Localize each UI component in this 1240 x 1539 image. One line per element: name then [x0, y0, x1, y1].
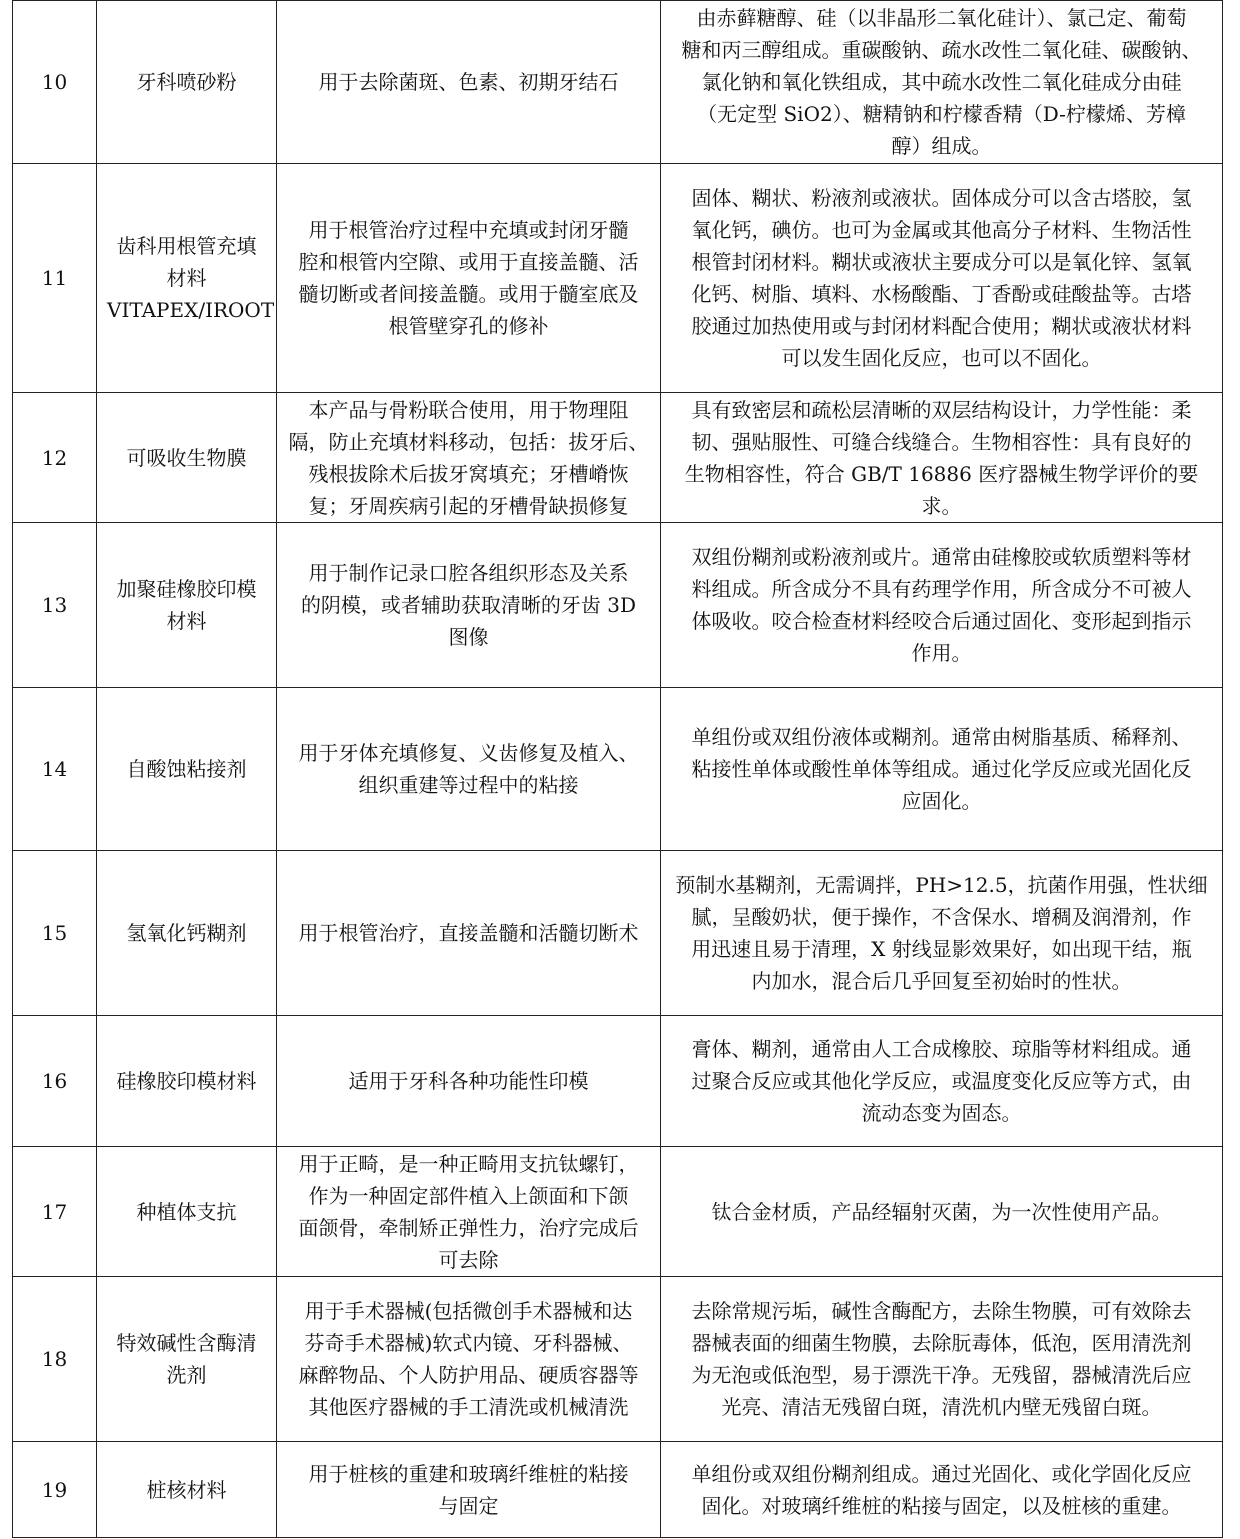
intended-use: 用于去除菌斑、色素、初期牙结石	[277, 1, 661, 164]
product-name: 可吸收生物膜	[97, 393, 277, 523]
table-row	[13, 164, 1223, 393]
row-number: 18	[13, 1277, 97, 1442]
composition-description: 单组份或双组份液体或糊剂。通常由树脂基质、稀释剂、 粘接性单体或酸性单体等组成。通过化学反应或光固化反 应固化。	[661, 688, 1223, 851]
row-number: 19	[13, 1442, 97, 1538]
row-number: 17	[13, 1147, 97, 1277]
composition-description: 由赤藓糖醇、硅（以非晶形二氧化硅计）、氯己定、葡萄 糖和丙三醇组成。重碳酸钠、疏水改性二氧化硅、碳酸钠、 氯化钠和氧化铁组成，其中疏水改性二氧化硅成分由硅 （无定型 SiO2）、糖精钠和柠檬香精（D-柠檬烯、芳樟 醇）组成。	[661, 1, 1223, 164]
row-number: 12	[13, 393, 97, 523]
table-row	[13, 1442, 1223, 1538]
row-number: 13	[13, 523, 97, 688]
composition-description: 双组份糊剂或粉液剂或片。通常由硅橡胶或软质塑料等材 料组成。所含成分不具有药理学作用，所含成分不可被人 体吸收。咬合检查材料经咬合后通过固化、变形起到指示 作用。	[661, 523, 1223, 688]
intended-use: 用于牙体充填修复、义齿修复及植入、 组织重建等过程中的粘接	[277, 688, 661, 851]
table-row	[13, 1277, 1223, 1442]
composition-description: 单组份或双组份糊剂组成。通过光固化、或化学固化反应 固化。对玻璃纤维桩的粘接与固定，以及桩核的重建。	[661, 1442, 1223, 1538]
row-number: 11	[13, 164, 97, 393]
product-name: 氢氧化钙糊剂	[97, 851, 277, 1016]
intended-use: 用于根管治疗过程中充填或封闭牙髓 腔和根管内空隙、或用于直接盖髓、活 髓切断或者间接盖髓。或用于髓室底及 根管壁穿孔的修补	[277, 164, 661, 393]
intended-use: 用于手术器械(包括微创手术器械和达 芬奇手术器械)软式内镜、牙科器械、 麻醉物品、个人防护用品、硬质容器等 其他医疗器械的手工清洗或机械清洗	[277, 1277, 661, 1442]
intended-use: 本产品与骨粉联合使用，用于物理阻 隔，防止充填材料移动，包括：拔牙后、 残根拔除术后拔牙窝填充；牙槽嵴恢 复；牙周疾病引起的牙槽骨缺损修复	[277, 393, 661, 523]
table-body	[13, 1, 1223, 1538]
composition-description: 钛合金材质，产品经辐射灭菌，为一次性使用产品。	[661, 1147, 1223, 1277]
table-row	[13, 1147, 1223, 1277]
product-spec-table	[12, 0, 1223, 1538]
product-name: 齿科用根管充填 材料 VITAPEX/IROOT	[97, 164, 277, 393]
composition-description: 去除常规污垢，碱性含酶配方，去除生物膜，可有效除去 器械表面的细菌生物膜，去除朊毒体，低泡，医用清洗剂 为无泡或低泡型，易于漂洗干净。无残留，器械清洗后应 光亮、清洁无残留白斑，清洗机内壁无残留白斑。	[661, 1277, 1223, 1442]
row-number: 16	[13, 1016, 97, 1147]
row-number: 15	[13, 851, 97, 1016]
table-row	[13, 688, 1223, 851]
table-row	[13, 851, 1223, 1016]
product-name: 加聚硅橡胶印模 材料	[97, 523, 277, 688]
product-name: 桩核材料	[97, 1442, 277, 1538]
row-number: 14	[13, 688, 97, 851]
product-name: 特效碱性含酶清 洗剂	[97, 1277, 277, 1442]
intended-use: 用于桩核的重建和玻璃纤维桩的粘接 与固定	[277, 1442, 661, 1538]
table-row	[13, 1016, 1223, 1147]
composition-description: 膏体、糊剂，通常由人工合成橡胶、琼脂等材料组成。通 过聚合反应或其他化学反应，或温度变化反应等方式，由 流动态变为固态。	[661, 1016, 1223, 1147]
composition-description: 固体、糊状、粉液剂或液状。固体成分可以含古塔胶，氢 氧化钙，碘仿。也可为金属或其他高分子材料、生物活性 根管封闭材料。糊状或液状主要成分可以是氧化锌、氢氧 化钙、树脂、填料、水杨酸酯、丁香酚或硅酸盐等。古塔 胶通过加热使用或与封闭材料配合使用；糊状或液状材料 可以发生固化反应，也可以不固化。	[661, 164, 1223, 393]
composition-description: 具有致密层和疏松层清晰的双层结构设计，力学性能：柔 韧、强贴服性、可缝合线缝合。生物相容性：具有良好的 生物相容性，符合 GB/T 16886 医疗器械生物学评价的要 求。	[661, 393, 1223, 523]
product-name: 自酸蚀粘接剂	[97, 688, 277, 851]
table-row	[13, 523, 1223, 688]
intended-use: 用于根管治疗，直接盖髓和活髓切断术	[277, 851, 661, 1016]
product-name: 牙科喷砂粉	[97, 1, 277, 164]
product-name: 硅橡胶印模材料	[97, 1016, 277, 1147]
intended-use: 用于制作记录口腔各组织形态及关系 的阴模，或者辅助获取清晰的牙齿 3D 图像	[277, 523, 661, 688]
table-row	[13, 1, 1223, 164]
product-name: 种植体支抗	[97, 1147, 277, 1277]
intended-use: 适用于牙科各种功能性印模	[277, 1016, 661, 1147]
intended-use: 用于正畸，是一种正畸用支抗钛螺钉， 作为一种固定部件植入上颌面和下颌 面颌骨，牵制矫正弹性力，治疗完成后 可去除	[277, 1147, 661, 1277]
row-number: 10	[13, 1, 97, 164]
table-row	[13, 393, 1223, 523]
composition-description: 预制水基糊剂，无需调拌，PH>12.5，抗菌作用强，性状细 腻，呈酸奶状，便于操作，不含保水、增稠及润滑剂，作 用迅速且易于清理，X 射线显影效果好，如出现干结，瓶 内加水，混合后几乎回复至初始时的性状。	[661, 851, 1223, 1016]
